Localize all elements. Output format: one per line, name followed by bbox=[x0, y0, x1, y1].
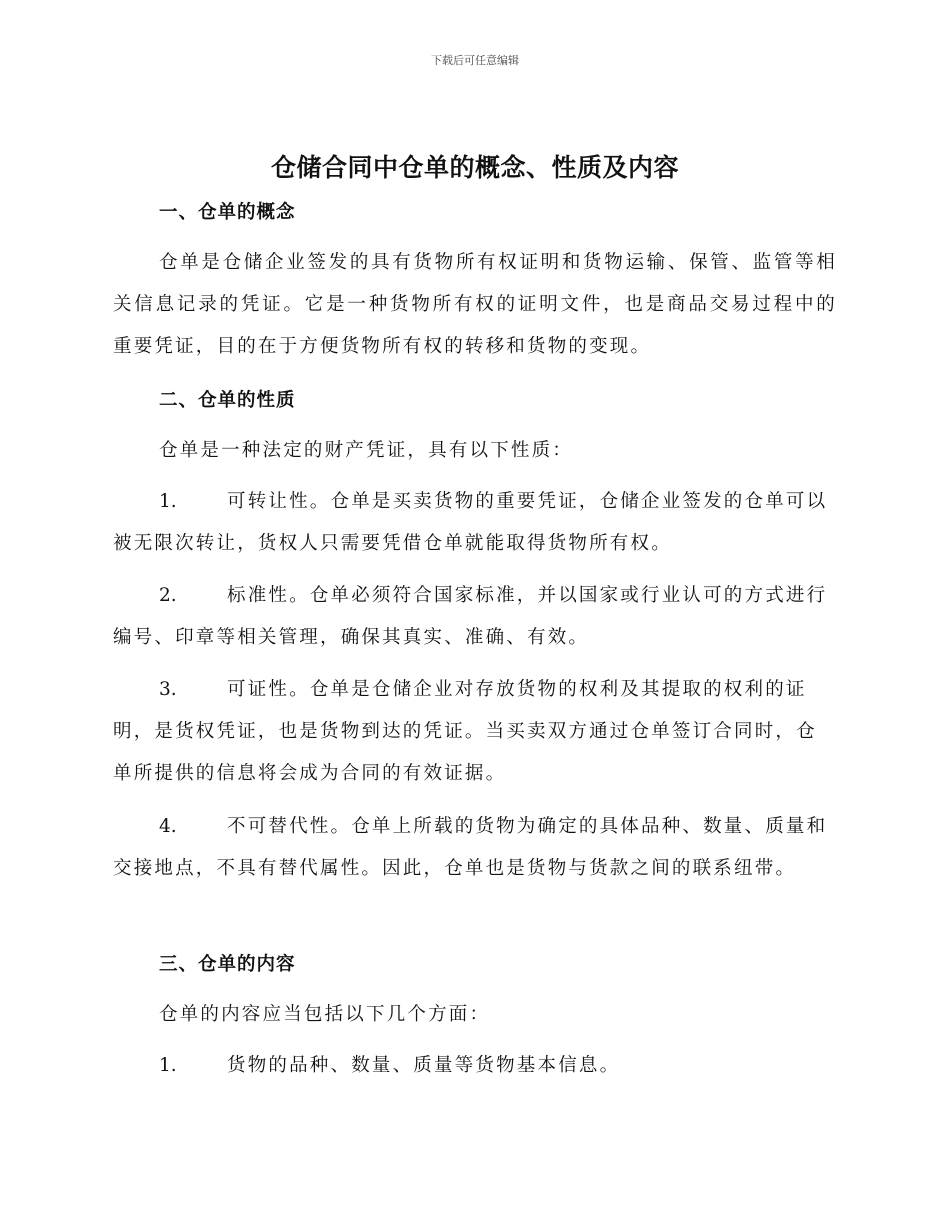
list-item bbox=[113, 481, 837, 565]
list-item bbox=[113, 575, 837, 659]
paragraph-nature-intro: 仓单是一种法定的财产凭证，具有以下性质： bbox=[159, 440, 574, 461]
list-item-number: 1. bbox=[159, 1055, 177, 1076]
page-header: 下载后可任意编辑 bbox=[431, 54, 519, 67]
list-item-number: 2. bbox=[159, 585, 177, 606]
section-heading-nature: 二、仓单的性质 bbox=[159, 390, 296, 411]
list-item-text: 可转让性。仓单是买卖货物的重要凭证，仓储企业签发的仓单可以被无限次转让，货权人只需要凭借仓单就能取得货物所有权。 bbox=[113, 491, 828, 554]
list-item bbox=[113, 806, 837, 890]
list-item-text: 不可替代性。仓单上所载的货物为确定的具体品种、数量、质量和交接地点，不具有替代属性。因此，仓单也是货物与货款之间的联系纽带。 bbox=[113, 816, 828, 879]
document-title: 仓储合同中仓单的概念、性质及内容 bbox=[270, 153, 679, 182]
list-item-text: 可证性。仓单是仓储企业对存放货物的权利及其提取的权利的证明，是货权凭证，也是货物到达的凭证。当买卖双方通过仓单签订合同时，仓单所提供的信息将会成为合同的有效证据。 bbox=[113, 679, 817, 784]
list-item bbox=[113, 669, 837, 795]
list-item-number: 4. bbox=[159, 816, 177, 837]
section-heading-concept: 一、仓单的概念 bbox=[159, 202, 296, 223]
list-item-number: 1. bbox=[159, 491, 177, 512]
list-item bbox=[113, 1045, 837, 1087]
list-item-text: 标准性。仓单必须符合国家标准，并以国家或行业认可的方式进行编号、印章等相关管理，确保其真实、准确、有效。 bbox=[113, 585, 828, 648]
section-heading-content: 三、仓单的内容 bbox=[159, 954, 296, 975]
paragraph-content-intro: 仓单的内容应当包括以下几个方面： bbox=[159, 1004, 491, 1025]
list-item-number: 3. bbox=[159, 679, 177, 700]
list-item-text: 货物的品种、数量、质量等货物基本信息。 bbox=[227, 1055, 621, 1076]
paragraph-concept: 仓单是仓储企业签发的具有货物所有权证明和货物运输、保管、监管等相关信息记录的凭证。它是一种货物所有权的证明文件，也是商品交易过程中的重要凭证，目的在于方便货物所有权的转移和货物的变现。 bbox=[113, 252, 837, 357]
